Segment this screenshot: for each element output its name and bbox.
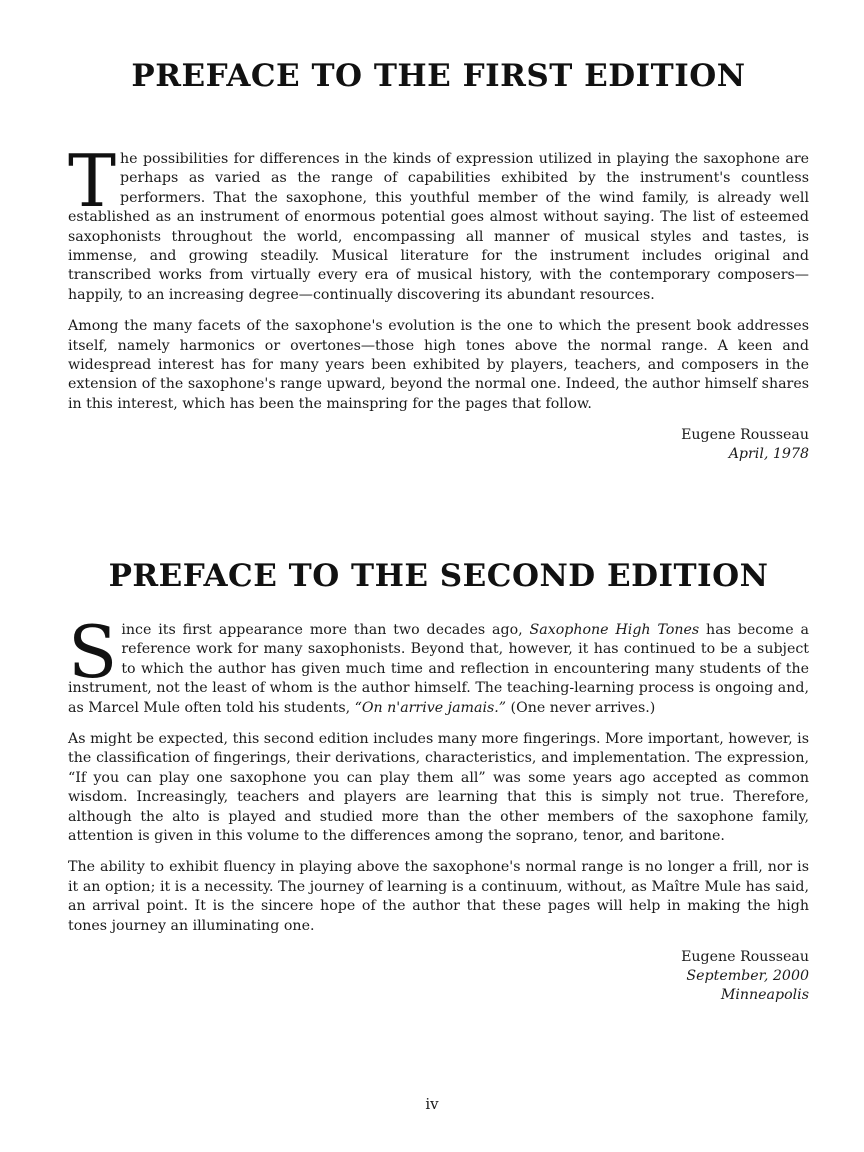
first-edition-paragraph-1 (68, 139, 809, 305)
first-edition-signature (68, 426, 809, 464)
first-edition-section (68, 139, 809, 464)
book-title: Saxophone High Tones (529, 622, 700, 638)
second-edition-signature (68, 948, 809, 1005)
second-edition-paragraph-1-text-b: has become a reference work for many saxophonists. Beyond that, however, it has continued to be a subject to which the author has given much time and reflection in encountering many students of the instrument, not the least of whom is the author himself. The teaching-learning process is ongoing and, as Marcel Mule often told his students, (68, 622, 809, 716)
signature-name: Eugene Rousseau (681, 427, 809, 444)
first-edition-paragraph-1-text: he possibilities for differences in the kinds of expression utilized in playing the saxophone are perhaps as varied as the range of capabilities exhibited by the instrument's countless performers. That the saxophone, this youthful member of the wind family, is already well established as an instrument of enormous potential goes almost without saying. The list of esteemed saxophonists throughout the world, encompassing all manner of musical styles and tastes, is immense, and growing steadily. Musical literature for the instrument includes original and transcribed works from virtually every era of musical history, with the contemporary composers—happily, to an increasing degree—continually discovering its abundant resources. (68, 151, 809, 303)
second-edition-paragraph-1 (68, 610, 809, 718)
signature-place: Minneapolis (720, 987, 809, 1004)
second-edition-paragraph-1-text-a: ince its first appearance more than two decades ago, (121, 622, 530, 638)
first-edition-title: PREFACE TO THE FIRST EDITION (131, 58, 746, 94)
second-edition-paragraph-1-text-c: (One never arrives.) (506, 699, 656, 716)
mule-quote: “On n'arrive jamais.” (354, 699, 507, 716)
second-edition-paragraph-3: The ability to exhibit fluency in playing above the saxophone's normal range is no longer a frill, nor is it an option; it is a necessity. The journey of learning is a continuum, without, as Maître Mule has said, an arrival point. It is the sincere hope of the author that these pages will help in making the high tones journey an illuminating one. (68, 859, 809, 934)
dropcap-s: S (68, 610, 118, 694)
second-edition-title: PREFACE TO THE SECOND EDITION (108, 558, 769, 594)
second-edition-paragraph-2: As might be expected, this second edition includes many more fingerings. More important, however, is the classification of fingerings, their derivations, characteristics, and implementation. The expression, “If you can play one saxophone you can play them all” was some years ago accepted as common wisdom. Increasingly, teachers and players are learning that this is simply not true. Therefore, although the alto is played and studied more than the other members of the saxophone family, attention is given in this volume to the differences among the soprano, tenor, and baritone. (68, 731, 809, 845)
signature-date: April, 1978 (728, 446, 809, 463)
dropcap-t: T (68, 139, 117, 223)
second-edition-section (68, 610, 809, 1005)
page-number: iv (425, 1095, 439, 1113)
signature-name: Eugene Rousseau (681, 949, 809, 966)
first-edition-paragraph-2: Among the many facets of the saxophone's evolution is the one to which the present book addresses itself, namely harmonics or overtones—those high tones above the normal range. A keen and widespread interest has for many years been exhibited by players, teachers, and composers in the extension of the saxophone's range upward, beyond the normal one. Indeed, the author himself shares in this interest, which has been the mainspring for the pages that follow. (68, 318, 809, 412)
signature-date: September, 2000 (686, 968, 809, 985)
